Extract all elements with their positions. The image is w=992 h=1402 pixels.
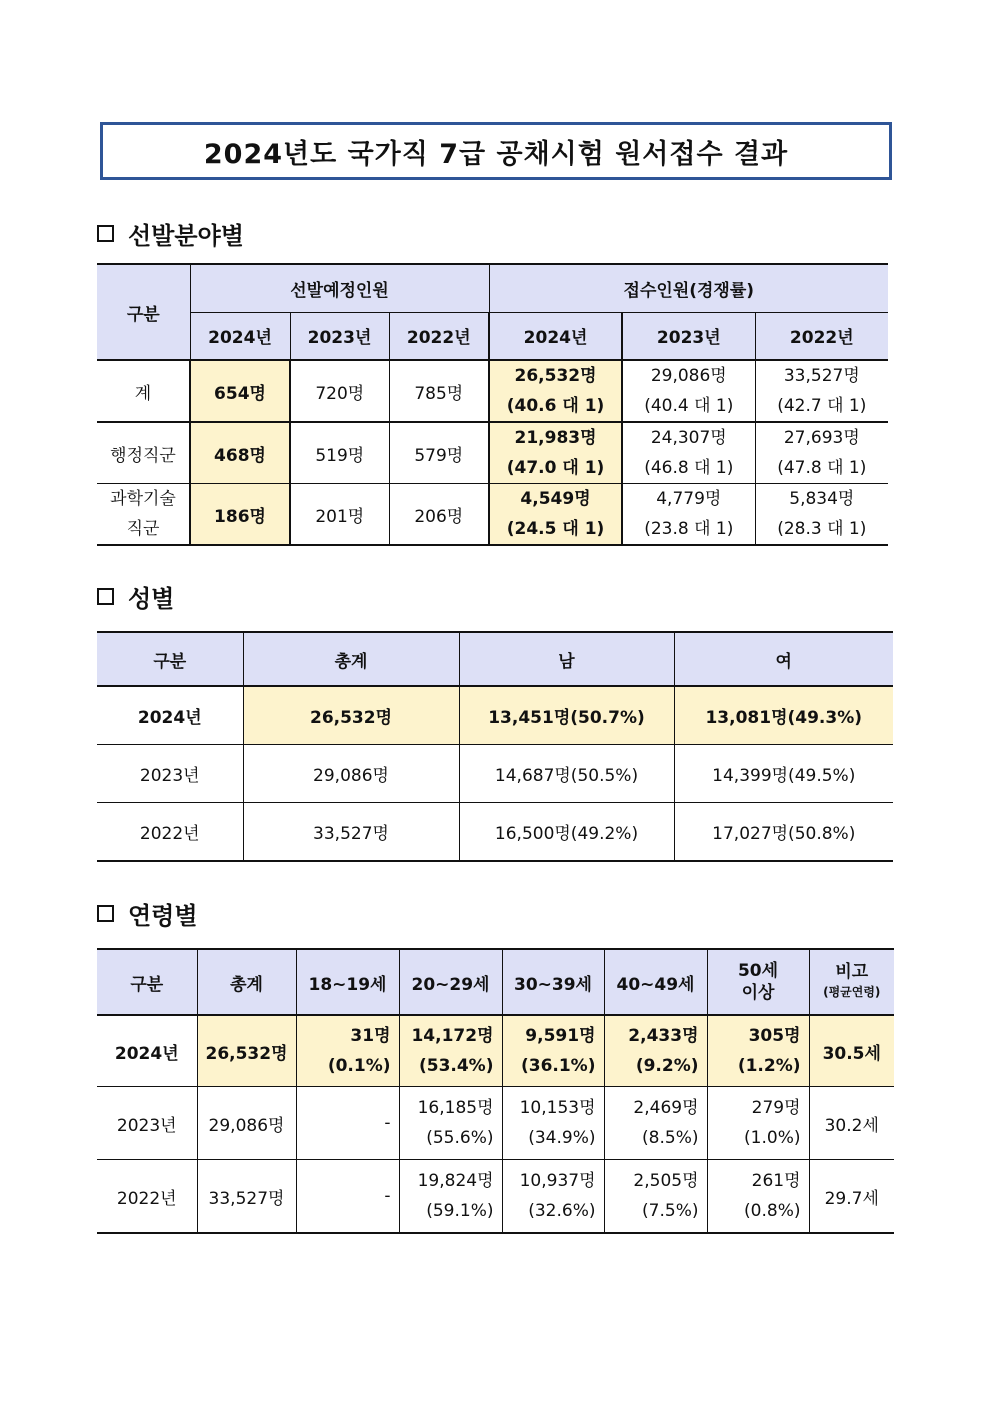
row-label: 과학기술 직군 (97, 484, 190, 546)
average-age-cell: 30.2세 (809, 1087, 894, 1160)
header-year: 2023년 (622, 312, 755, 360)
planned-cell: 206명 (389, 484, 489, 546)
header-female: 여 (674, 632, 893, 686)
row-label: 행정직군 (97, 422, 190, 484)
planned-cell: 468명 (190, 422, 290, 484)
header-year: 2024년 (489, 312, 622, 360)
total-cell: 26,532명 (243, 686, 459, 745)
header-year: 2022년 (755, 312, 888, 360)
year-cell: 2024년 (97, 686, 243, 745)
age-cell: 10,937명 (32.6%) (502, 1160, 604, 1234)
age-cell: 2,469명 (8.5%) (604, 1087, 707, 1160)
year-cell: 2024년 (97, 1015, 197, 1087)
age-cell: 279명 (1.0%) (707, 1087, 809, 1160)
table-row (97, 1160, 894, 1234)
male-cell: 14,687명(50.5%) (459, 745, 674, 803)
age-table (97, 948, 894, 1234)
age-cell: 261명 (0.8%) (707, 1160, 809, 1234)
header-note: 비고 (평균연령) (809, 949, 894, 1015)
header-age-30-39: 30~39세 (502, 949, 604, 1015)
header-total: 총계 (197, 949, 296, 1015)
age-cell: 16,185명 (55.6%) (399, 1087, 502, 1160)
male-cell: 16,500명(49.2%) (459, 803, 674, 862)
applied-cell: 24,307명 (46.8 대 1) (622, 422, 755, 484)
total-cell: 33,527명 (243, 803, 459, 862)
age-cell: 305명 (1.2%) (707, 1015, 809, 1087)
section-title: 성별 (128, 585, 175, 613)
average-age-cell: 30.5세 (809, 1015, 894, 1087)
applied-cell: 4,549명 (24.5 대 1) (489, 484, 622, 546)
planned-cell: 654명 (190, 360, 290, 422)
age-cell: 10,153명 (34.9%) (502, 1087, 604, 1160)
header-age-40-49: 40~49세 (604, 949, 707, 1015)
header-male: 남 (459, 632, 674, 686)
age-cell: - (296, 1087, 399, 1160)
total-cell: 33,527명 (197, 1160, 296, 1234)
planned-cell: 720명 (290, 360, 389, 422)
header-applied: 접수인원(경쟁률) (489, 264, 888, 312)
checkbox-square-icon (97, 588, 114, 605)
applied-cell: 33,527명 (42.7 대 1) (755, 360, 888, 422)
year-cell: 2023년 (97, 1087, 197, 1160)
total-cell: 29,086명 (197, 1087, 296, 1160)
header-age-50-plus: 50세 이상 (707, 949, 809, 1015)
row-label: 계 (97, 360, 190, 422)
applied-cell: 5,834명 (28.3 대 1) (755, 484, 888, 546)
gender-table (97, 631, 893, 862)
year-cell: 2022년 (97, 803, 243, 862)
age-cell: 31명 (0.1%) (296, 1015, 399, 1087)
planned-cell: 579명 (389, 422, 489, 484)
applied-cell: 29,086명 (40.4 대 1) (622, 360, 755, 422)
table-row (97, 686, 893, 745)
table-row (97, 484, 888, 546)
planned-cell: 186명 (190, 484, 290, 546)
average-age-cell: 29.7세 (809, 1160, 894, 1234)
age-cell: 19,824명 (59.1%) (399, 1160, 502, 1234)
section-heading-age (97, 896, 198, 931)
female-cell: 13,081명(49.3%) (674, 686, 893, 745)
age-cell: 2,505명 (7.5%) (604, 1160, 707, 1234)
year-cell: 2023년 (97, 745, 243, 803)
header-age-20-29: 20~29세 (399, 949, 502, 1015)
female-cell: 14,399명(49.5%) (674, 745, 893, 803)
table-row (97, 803, 893, 862)
header-year: 2024년 (190, 312, 290, 360)
section-title: 연령별 (128, 902, 198, 930)
female-cell: 17,027명(50.8%) (674, 803, 893, 862)
table-row (97, 422, 888, 484)
planned-cell: 785명 (389, 360, 489, 422)
applied-cell: 26,532명 (40.6 대 1) (489, 360, 622, 422)
age-cell: 14,172명 (53.4%) (399, 1015, 502, 1087)
section-heading-gender (97, 579, 174, 614)
applied-cell: 21,983명 (47.0 대 1) (489, 422, 622, 484)
table-row (97, 1087, 894, 1160)
document-title: 2024년도 국가직 7급 공채시험 원서접수 결과 (100, 122, 892, 180)
age-cell: - (296, 1160, 399, 1234)
section-title: 선발분야별 (128, 222, 244, 250)
planned-cell: 201명 (290, 484, 389, 546)
header-category: 구분 (97, 264, 190, 360)
applied-cell: 27,693명 (47.8 대 1) (755, 422, 888, 484)
section-heading-field (97, 216, 244, 251)
total-cell: 26,532명 (197, 1015, 296, 1087)
table-row (97, 1015, 894, 1087)
table-row (97, 745, 893, 803)
year-cell: 2022년 (97, 1160, 197, 1234)
header-year: 2022년 (389, 312, 489, 360)
checkbox-square-icon (97, 225, 114, 242)
field-table (97, 263, 888, 546)
age-cell: 2,433명 (9.2%) (604, 1015, 707, 1087)
header-planned: 선발예정인원 (190, 264, 489, 312)
checkbox-square-icon (97, 905, 114, 922)
header-category: 구분 (97, 632, 243, 686)
age-cell: 9,591명 (36.1%) (502, 1015, 604, 1087)
applied-cell: 4,779명 (23.8 대 1) (622, 484, 755, 546)
header-age-18-19: 18~19세 (296, 949, 399, 1015)
male-cell: 13,451명(50.7%) (459, 686, 674, 745)
header-year: 2023년 (290, 312, 389, 360)
total-cell: 29,086명 (243, 745, 459, 803)
header-category: 구분 (97, 949, 197, 1015)
planned-cell: 519명 (290, 422, 389, 484)
header-total: 총계 (243, 632, 459, 686)
table-row (97, 360, 888, 422)
